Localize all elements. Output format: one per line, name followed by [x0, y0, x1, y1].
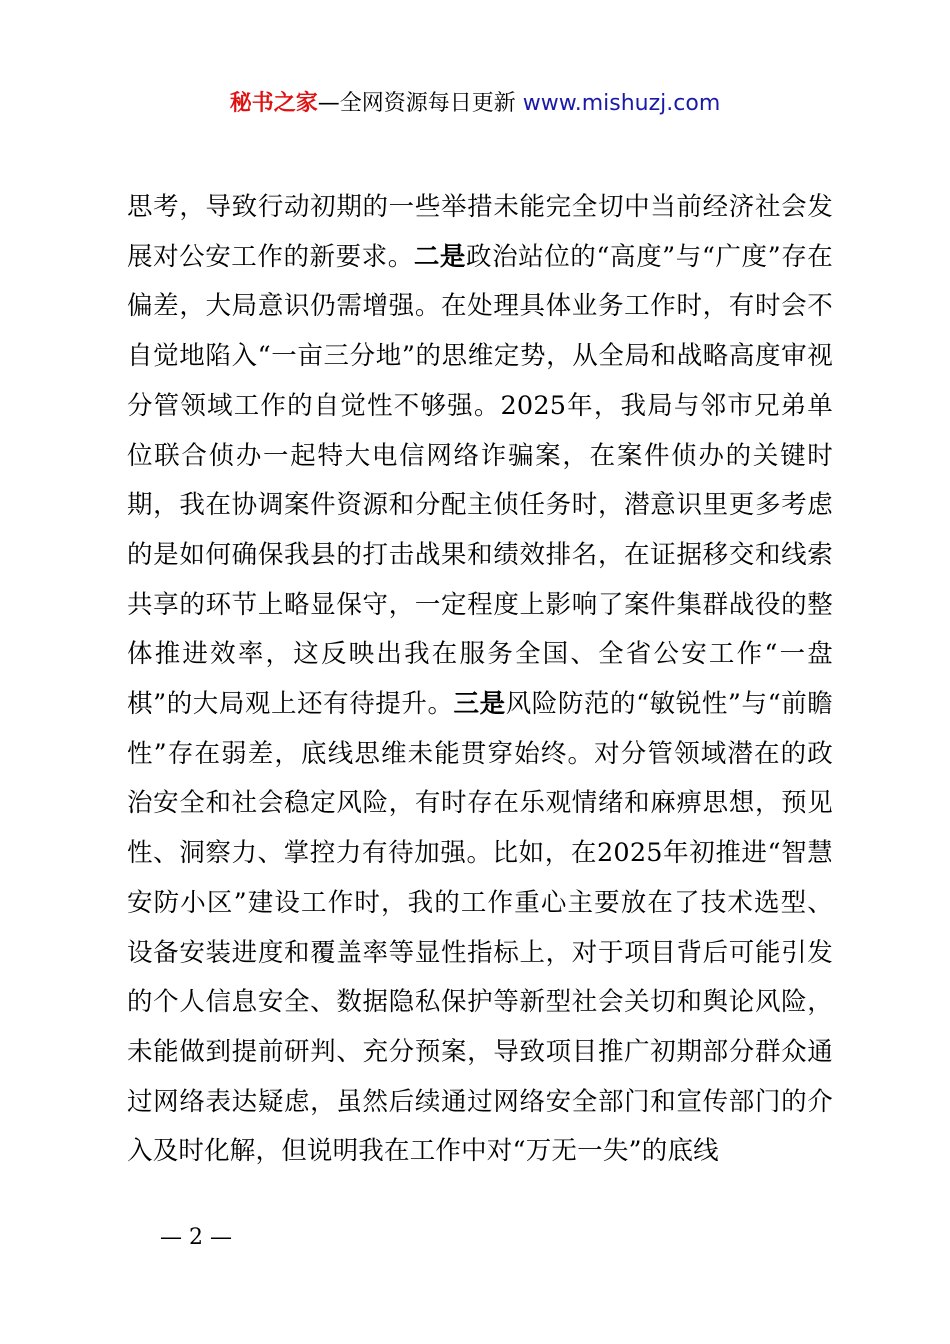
site-header	[0, 88, 950, 120]
brand-name: 秘书之家	[229, 91, 318, 116]
body-paragraph	[127, 183, 833, 1177]
site-url-link[interactable]: www.mishuzj.com	[522, 91, 721, 116]
point-marker-two: 二是	[413, 241, 466, 272]
page-number: — 2 —	[160, 1225, 232, 1250]
body-segment-1: 思考，导致行动初期的一些举措未能完全切中当前经济社会发展对公安工作的新要求。	[127, 192, 833, 272]
body-segment-3: 风险防范的“敏锐性”与“前瞻性”存在弱差，底线思维未能贯穿始终。对分管领域潜在的政治安全和社会稳定风险，有时存在乐观情绪和麻痹思想，预见性、洞察力、掌控力有待加强。比如，在2025年初推进“智慧安防小区”建设工作时，我的工作重心主要放在了技术选型、设备安装进度和覆盖率等显性指标上，对于项目背后可能引发的个人信息安全、数据隐私保护等新型社会关切和舆论风险，未能做到提前研判、充分预案，导致项目推广初期部分群众通过网络表达疑虑，虽然后续通过网络安全部门和宣传部门的介入及时化解，但说明我在工作中对“万无一失”的底线	[127, 689, 833, 1167]
body-segment-2: 政治站位的“高度”与“广度”存在偏差，大局意识仍需增强。在处理具体业务工作时，有时会不自觉地陷入“一亩三分地”的思维定势，从全局和战略高度审视分管领域工作的自觉性不够强。2025年，我局与邻市兄弟单位联合侦办一起特大电信网络诈骗案，在案件侦办的关键时期，我在协调案件资源和分配主侦任务时，潜意识里更多考虑的是如何确保我县的打击战果和绩效排名，在证据移交和线索共享的环节上略显保守，一定程度上影响了案件集群战役的整体推进效率，这反映出我在服务全国、全省公安工作“一盘棋”的大局观上还有待提升。	[127, 241, 833, 720]
header-tagline: —全网资源每日更新	[317, 91, 523, 116]
point-marker-three: 三是	[453, 689, 506, 720]
